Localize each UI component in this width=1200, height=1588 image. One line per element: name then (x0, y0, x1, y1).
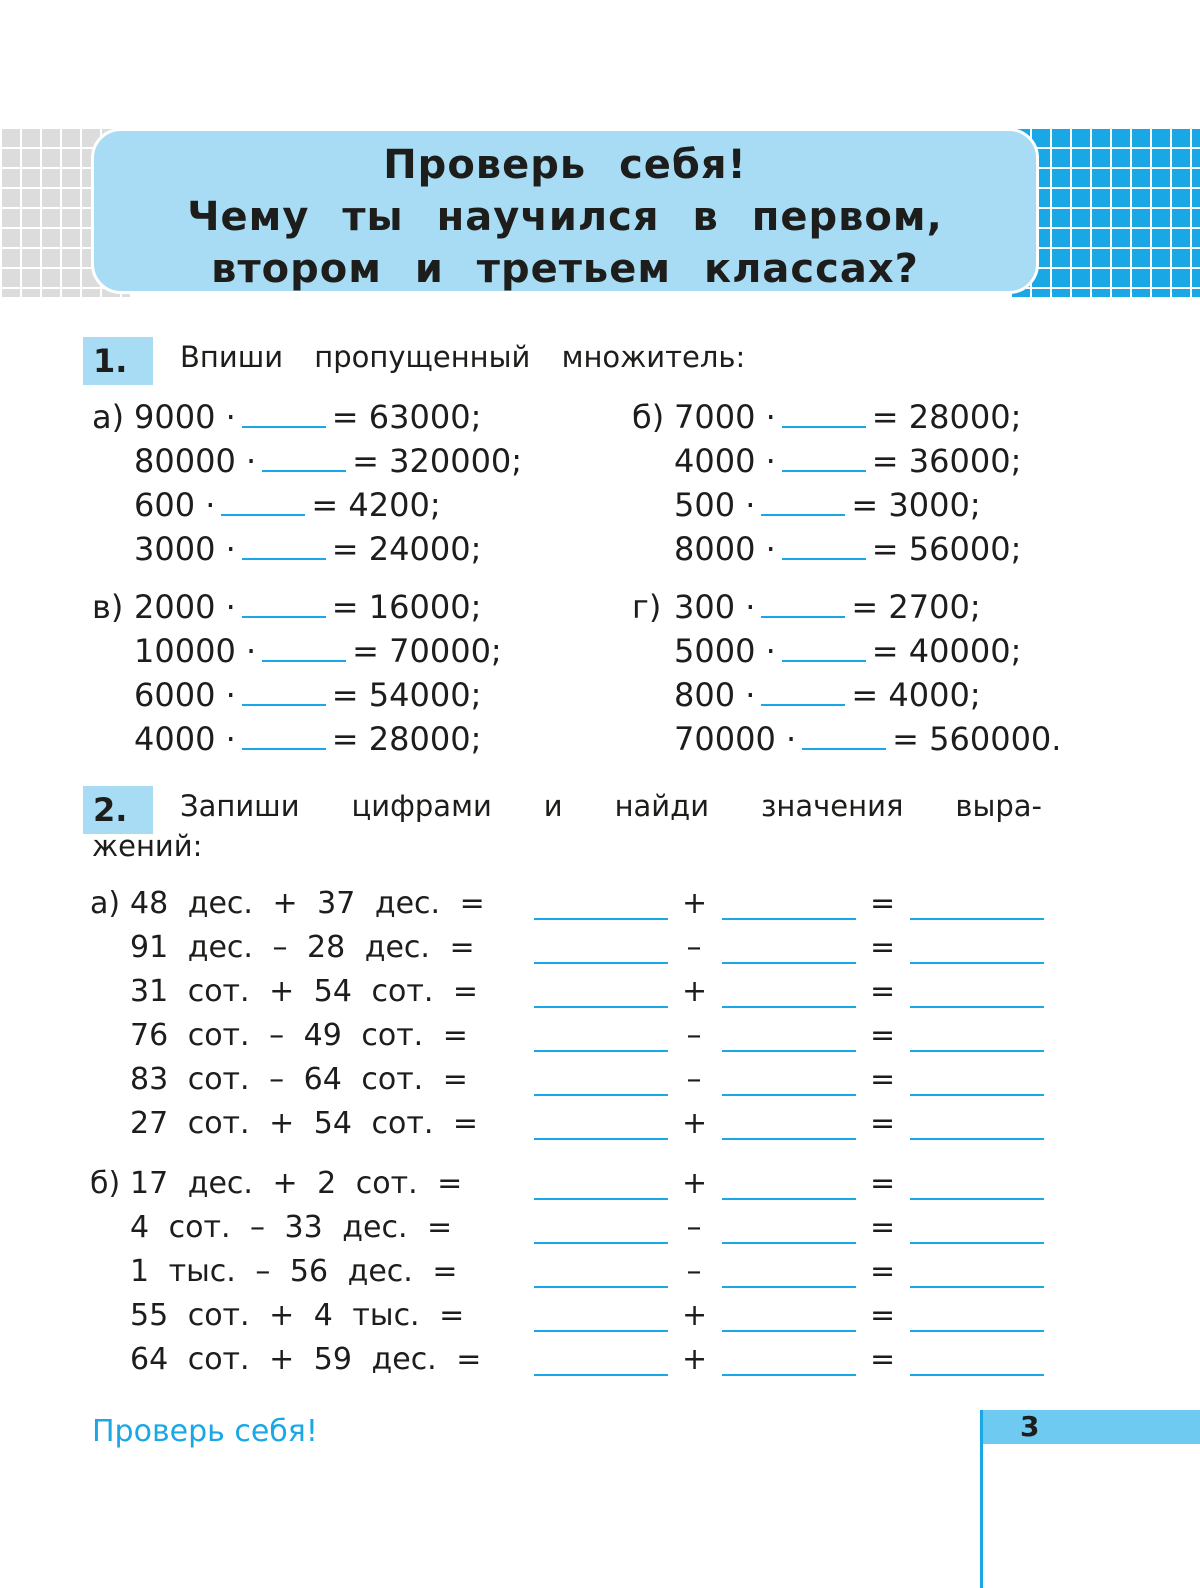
answer-line-1[interactable] (534, 1374, 668, 1376)
answer-line-3[interactable] (910, 1050, 1044, 1052)
task-1-a-row-1 (92, 396, 481, 437)
task-2-prompt-line-2: жений: (92, 829, 203, 863)
answer-blank[interactable] (242, 718, 326, 750)
operator-sign: + (682, 1342, 708, 1377)
answer-line-3[interactable] (910, 1138, 1044, 1140)
answer-line-2[interactable] (722, 1198, 856, 1200)
equals-sign: = (870, 1018, 896, 1053)
product-text: = 63000; (331, 398, 482, 436)
answer-line-3[interactable] (910, 1330, 1044, 1332)
task-1-a-row-4 (92, 528, 481, 569)
task-2-expression: 27 сот. + 54 сот. = (130, 1106, 479, 1141)
answer-line-1[interactable] (534, 962, 668, 964)
answer-line-3[interactable] (910, 1198, 1044, 1200)
product-text: = 54000; (331, 676, 482, 714)
task-1-g-row-1 (632, 586, 981, 627)
factor-text: 70000 · (674, 720, 797, 758)
task-1-v-row-3 (92, 674, 481, 715)
answer-line-1[interactable] (534, 1138, 668, 1140)
task-1-prompt: Впиши пропущенный множитель: (180, 340, 746, 374)
product-text: = 24000; (331, 530, 482, 568)
task-1-b-row-4 (632, 528, 1021, 569)
task-2-expression: 31 сот. + 54 сот. = (130, 974, 479, 1009)
task-2-group-label: б) (90, 1166, 121, 1201)
answer-blank[interactable] (782, 440, 866, 472)
task-2-expression: 17 дес. + 2 сот. = (130, 1166, 463, 1201)
equals-sign: = (870, 886, 896, 921)
answer-line-1[interactable] (534, 1330, 668, 1332)
product-text: = 36000; (871, 442, 1022, 480)
product-text: = 40000; (871, 632, 1022, 670)
factor-text: 4000 · (134, 720, 236, 758)
product-text: = 560000. (892, 720, 1062, 758)
page-title-line-1: Проверь себя! (383, 142, 747, 188)
answer-line-2[interactable] (722, 1006, 856, 1008)
factor-text: 8000 · (674, 530, 776, 568)
factor-text: 10000 · (134, 632, 257, 670)
footer-section-link[interactable]: Проверь себя! (92, 1414, 318, 1449)
answer-line-2[interactable] (722, 1138, 856, 1140)
task-1-v-row-1 (92, 586, 481, 627)
answer-blank[interactable] (242, 528, 326, 560)
task-2-expression: 64 сот. + 59 дес. = (130, 1342, 482, 1377)
task-1-group-label: в) (92, 588, 124, 626)
factor-text: 80000 · (134, 442, 257, 480)
page-title-line-2: Чему ты научился в первом, (187, 194, 943, 240)
page-margin-rule (980, 1410, 983, 1588)
answer-line-3[interactable] (910, 1374, 1044, 1376)
operator-sign: + (682, 1106, 708, 1141)
task-2-expression: 76 сот. – 49 сот. = (130, 1018, 468, 1053)
answer-line-2[interactable] (722, 1330, 856, 1332)
answer-blank[interactable] (802, 718, 886, 750)
task-1-b-row-2 (632, 440, 1021, 481)
task-1-b-row-1 (632, 396, 1021, 437)
task-1-g-row-4 (632, 718, 1061, 759)
equals-sign: = (870, 974, 896, 1009)
product-text: = 56000; (871, 530, 1022, 568)
answer-blank[interactable] (761, 674, 845, 706)
operator-sign: – (686, 1254, 702, 1289)
task-2-prompt-line-1: Запиши цифрами и найди значения выра- (180, 789, 1042, 823)
operator-sign: – (686, 1210, 702, 1245)
answer-blank[interactable] (782, 528, 866, 560)
answer-blank[interactable] (242, 674, 326, 706)
task-2-expression: 48 дес. + 37 дес. = (130, 886, 485, 921)
task-2-expression: 83 сот. – 64 сот. = (130, 1062, 468, 1097)
factor-text: 500 · (674, 486, 756, 524)
answer-blank[interactable] (761, 586, 845, 618)
task-1-g-row-2 (632, 630, 1021, 671)
factor-text: 5000 · (674, 632, 776, 670)
answer-blank[interactable] (761, 484, 845, 516)
answer-line-3[interactable] (910, 1094, 1044, 1096)
answer-line-2[interactable] (722, 1286, 856, 1288)
equals-sign: = (870, 930, 896, 965)
answer-line-2[interactable] (722, 918, 856, 920)
answer-line-2[interactable] (722, 1094, 856, 1096)
factor-text: 2000 · (134, 588, 236, 626)
answer-line-1[interactable] (534, 1242, 668, 1244)
page-title-box (91, 128, 1039, 294)
equals-sign: = (870, 1210, 896, 1245)
product-text: = 28000; (331, 720, 482, 758)
operator-sign: + (682, 886, 708, 921)
task-1-b-row-3 (632, 484, 981, 525)
answer-line-1[interactable] (534, 918, 668, 920)
answer-line-3[interactable] (910, 962, 1044, 964)
operator-sign: + (682, 974, 708, 1009)
answer-line-3[interactable] (910, 1006, 1044, 1008)
task-2-expression: 4 сот. – 33 дес. = (130, 1210, 453, 1245)
answer-line-3[interactable] (910, 918, 1044, 920)
answer-blank[interactable] (242, 586, 326, 618)
answer-line-1[interactable] (534, 1286, 668, 1288)
task-1-group-label: б) (632, 398, 665, 436)
task-1-a-row-3 (92, 484, 441, 525)
operator-sign: – (686, 1062, 702, 1097)
task-2-expression: 1 тыс. – 56 дес. = (130, 1254, 458, 1289)
factor-text: 7000 · (674, 398, 776, 436)
task-2-expression: 91 дес. – 28 дес. = (130, 930, 475, 965)
task-2-group-label: а) (90, 886, 121, 921)
task-1-group-label: а) (92, 398, 125, 436)
answer-line-1[interactable] (534, 1006, 668, 1008)
answer-blank[interactable] (262, 440, 346, 472)
factor-text: 3000 · (134, 530, 236, 568)
factor-text: 4000 · (674, 442, 776, 480)
product-text: = 3000; (851, 486, 981, 524)
answer-line-1[interactable] (534, 1198, 668, 1200)
equals-sign: = (870, 1166, 896, 1201)
equals-sign: = (870, 1254, 896, 1289)
factor-text: 800 · (674, 676, 756, 714)
product-text: = 320000; (352, 442, 523, 480)
equals-sign: = (870, 1342, 896, 1377)
answer-line-2[interactable] (722, 1050, 856, 1052)
task-1-number: 1. (83, 337, 153, 385)
task-2-expression: 55 сот. + 4 тыс. = (130, 1298, 465, 1333)
product-text: = 70000; (352, 632, 502, 670)
factor-text: 600 · (134, 486, 216, 524)
product-text: = 2700; (851, 588, 981, 626)
operator-sign: + (682, 1298, 708, 1333)
answer-blank[interactable] (242, 396, 326, 428)
product-text: = 16000; (331, 588, 482, 626)
task-2-number: 2. (83, 786, 153, 834)
answer-line-1[interactable] (534, 1050, 668, 1052)
page-number: 3 (1020, 1410, 1040, 1443)
product-text: = 4000; (851, 676, 981, 714)
product-text: = 28000; (871, 398, 1022, 436)
task-1-v-row-2 (92, 630, 502, 671)
equals-sign: = (870, 1298, 896, 1333)
answer-blank[interactable] (262, 630, 346, 662)
answer-line-2[interactable] (722, 1242, 856, 1244)
page-title-line-3: втором и третьем классах? (211, 246, 919, 292)
page-number-tab (982, 1410, 1200, 1444)
factor-text: 9000 · (134, 398, 236, 436)
factor-text: 300 · (674, 588, 756, 626)
answer-line-3[interactable] (910, 1286, 1044, 1288)
equals-sign: = (870, 1062, 896, 1097)
task-1-group-label: г) (632, 588, 662, 626)
equals-sign: = (870, 1106, 896, 1141)
answer-blank[interactable] (782, 630, 866, 662)
answer-blank[interactable] (782, 396, 866, 428)
operator-sign: – (686, 1018, 702, 1053)
task-1-g-row-3 (632, 674, 981, 715)
answer-line-1[interactable] (534, 1094, 668, 1096)
answer-line-3[interactable] (910, 1242, 1044, 1244)
task-1-a-row-2 (92, 440, 522, 481)
product-text: = 4200; (311, 486, 441, 524)
answer-line-2[interactable] (722, 962, 856, 964)
operator-sign: – (686, 930, 702, 965)
task-1-v-row-4 (92, 718, 481, 759)
answer-blank[interactable] (221, 484, 305, 516)
operator-sign: + (682, 1166, 708, 1201)
factor-text: 6000 · (134, 676, 236, 714)
answer-line-2[interactable] (722, 1374, 856, 1376)
